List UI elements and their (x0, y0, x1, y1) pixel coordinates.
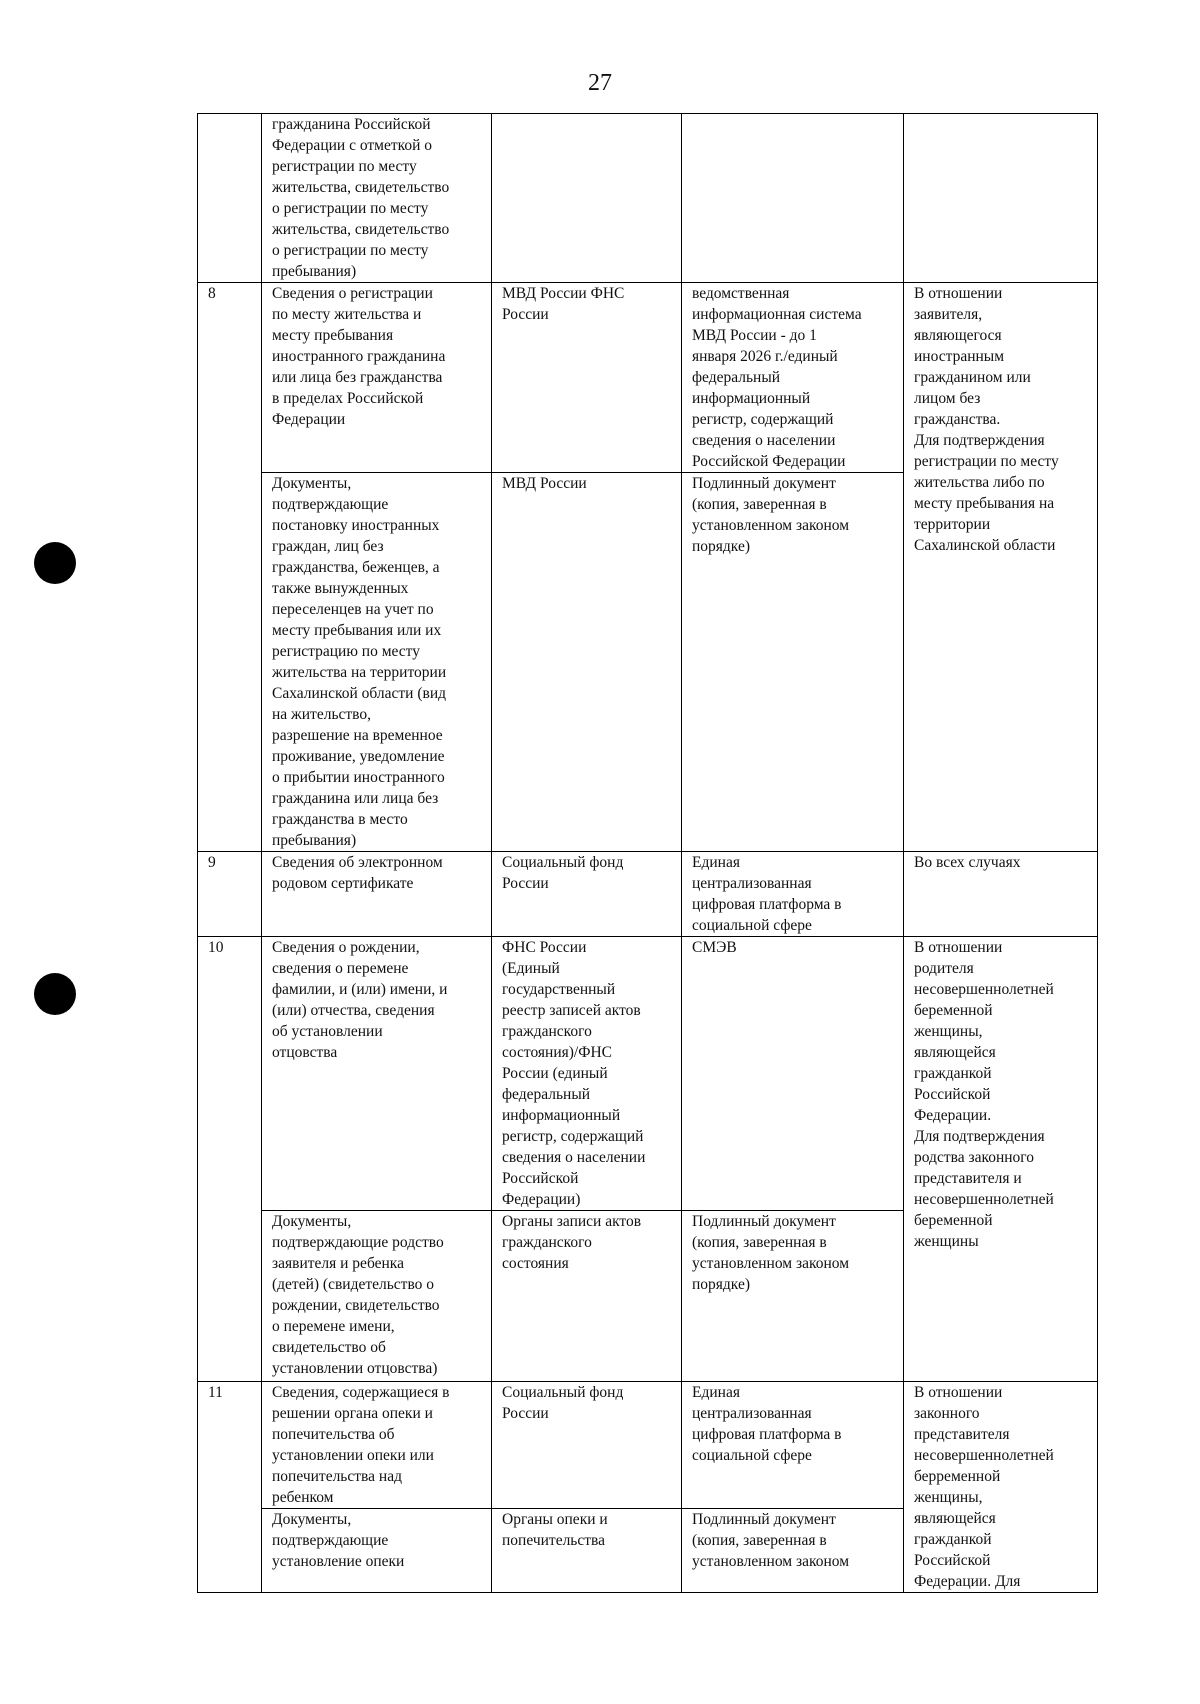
document-cell: гражданина Российской Федерации с отметкой о регистрации по месту жительства, свидетельство о регистрации по месту жительства, свидетельство о регистрации по месту пребывания) (262, 114, 492, 283)
document-cell: Документы, подтверждающие родство заявителя и ребенка (детей) (свидетельство о рождении, свидетельство о перемене имени, свидетельство об установлении отцовства) (262, 1211, 492, 1382)
row-number-cell: 9 (198, 852, 262, 937)
organization-cell: Социальный фонд России (492, 852, 682, 937)
document-cell: Сведения о регистрации по месту жительства и месту пребывания иностранного гражданина или лица без гражданства в пределах Российской Федерации (262, 283, 492, 473)
document-cell: Документы, подтверждающие постановку иностранных граждан, лиц без гражданства, беженцев, а также вынужденных переселенцев на учет по месту пребывания или их регистрацию по месту жительства на территории Сахалинской области (вид на жительство, разрешение на временное проживание, уведомление о прибытии иностранного гражданина или лица без гражданства в место пребывания) (262, 473, 492, 852)
source-cell: Единая централизованная цифровая платформа в социальной сфере (682, 1382, 904, 1509)
organization-cell: МВД России ФНС России (492, 283, 682, 473)
document-cell: Документы, подтверждающие установление опеки (262, 1509, 492, 1593)
table-row (198, 937, 1098, 1211)
source-cell (682, 114, 904, 283)
organization-cell: ФНС России (Единый государственный реестр записей актов гражданского состояния)/ФНС России (единый федеральный информационный регистр, содержащий сведения о населении Российской Федерации) (492, 937, 682, 1211)
punch-hole-bottom (34, 973, 76, 1015)
row-number-cell (198, 114, 262, 283)
note-cell (904, 114, 1098, 283)
document-cell: Сведения, содержащиеся в решении органа опеки и попечительства об установлении опеки или попечительства над ребенком (262, 1382, 492, 1509)
row-number-cell: 10 (198, 937, 262, 1382)
documents-table (197, 113, 1098, 1593)
note-cell: Во всех случаях (904, 852, 1098, 937)
table-row (198, 114, 1098, 283)
organization-cell (492, 114, 682, 283)
source-cell: Подлинный документ (копия, заверенная в установленном законом (682, 1509, 904, 1593)
document-cell: Сведения о рождении, сведения о перемене фамилии, и (или) имени, и (или) отчества, сведения об установлении отцовства (262, 937, 492, 1211)
source-cell: Подлинный документ (копия, заверенная в установленном законом порядке) (682, 1211, 904, 1382)
note-cell: В отношении законного представителя несовершеннолетней берременной женщины, являющейся гражданкой Российской Федерации. Для (904, 1382, 1098, 1593)
page-number: 27 (588, 70, 612, 96)
row-number-cell: 8 (198, 283, 262, 852)
source-cell: СМЭВ (682, 937, 904, 1211)
note-cell: В отношении заявителя, являющегося иностранным гражданином или лицом без гражданства. Для подтверждения регистрации по месту жительства либо по месту пребывания на территории Сахалинской области (904, 283, 1098, 852)
source-cell: Единая централизованная цифровая платформа в социальной сфере (682, 852, 904, 937)
organization-cell: Органы опеки и попечительства (492, 1509, 682, 1593)
source-cell: ведомственная информационная система МВД России - до 1 января 2026 г./единый федеральный информационный регистр, содержащий сведения о населении Российской Федерации (682, 283, 904, 473)
punch-hole-top (34, 542, 76, 584)
source-cell: Подлинный документ (копия, заверенная в установленном законом порядке) (682, 473, 904, 852)
organization-cell: Органы записи актов гражданского состояния (492, 1211, 682, 1382)
table-row (198, 283, 1098, 473)
organization-cell: Социальный фонд России (492, 1382, 682, 1509)
table-row (198, 852, 1098, 937)
row-number-cell: 11 (198, 1382, 262, 1593)
organization-cell: МВД России (492, 473, 682, 852)
table-row (198, 1382, 1098, 1509)
document-cell: Сведения об электронном родовом сертификате (262, 852, 492, 937)
note-cell: В отношении родителя несовершеннолетней беременной женщины, являющейся гражданкой Российской Федерации. Для подтверждения родства законного представителя и несовершеннолетней беременной женщины (904, 937, 1098, 1382)
